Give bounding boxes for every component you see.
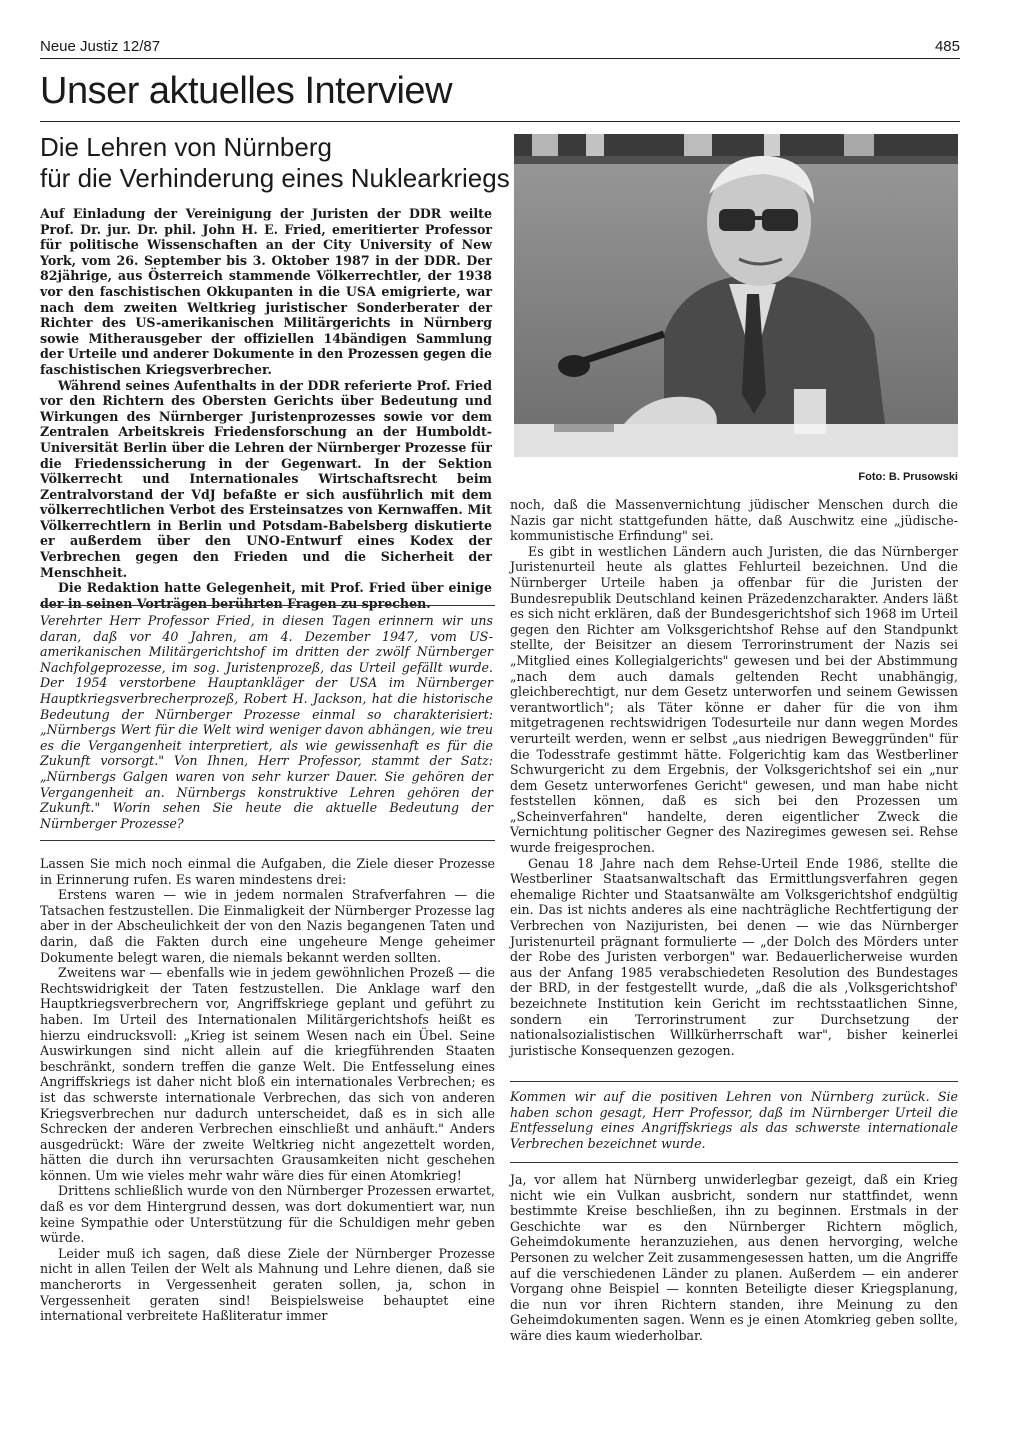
page-number: 485 bbox=[934, 38, 960, 55]
answer-paragraph: Es gibt in westlichen Ländern auch Juristen, die das Nürnberger Juristenurteil heute als glattes Fehlurteil bezeichnen. Und die Nürnberger Urteile haben ja offenbar für die Juristen der Bundesrepublik Deutschland keinen Präzedenzcharakter. Anders läßt es sich nicht erklären, daß der Bundesgerichtshof sich 1968 im Urteil gegen den Richter am Volksgerichtshof Rehse auf den Standpunkt stellte, der Beisitzer an diesem Terrorinstrument der Nazis sei „Mitglied eines Kollegialgerichts" gewesen und bei der Abstimmung „nach dem auch damals geltenden Recht unabhängig, gleichberechtigt, nur dem Gesetz unterworfen und seinem Gewissen verantwortlich"; als Täter könne er daher für die von ihm mitgetragenen rechtswidrigen Todesurteile nur dann wegen Mordes verurteilt werden, wenn er selbst „aus niedrigen Beweggründen" für die Todesstrafe gestimmt hätte. Folgerichtig kam das Westberliner Schwurgericht zu dem Ergebnis, der Volksgerichtshof sei ein „nur dem Gesetz unterworfenes Gericht" gewesen, und man habe nicht feststellen können, daß es sich bei den Prozessen um „Scheinverfahren" handelte, deren eigentlicher Zweck die Vernichtung politischer Gegner des Naziregimes gewesen sei. Rehse wurde freigesprochen. bbox=[510, 543, 958, 856]
headline-line-1: Die Lehren von Nürnberg bbox=[40, 132, 332, 162]
section-rule bbox=[40, 121, 960, 122]
header-rule bbox=[40, 58, 960, 59]
question-rule-bottom bbox=[510, 1162, 958, 1163]
answer-paragraph: noch, daß die Massenvernichtung jüdischer Menschen durch die Nazis gar nicht stattgefunden hätte, daß Auschwitz eine „jüdische-kommunistische Erfindung" sei. bbox=[510, 497, 958, 544]
portrait-photo-image bbox=[514, 134, 958, 457]
interview-question-1 bbox=[40, 613, 493, 831]
article-headline bbox=[40, 132, 510, 194]
answer-paragraph: Ja, vor allem hat Nürnberg unwiderlegbar gezeigt, daß ein Krieg nicht wie ein Vulkan ausbricht, sondern nur stattfindet, wenn bestimmte Kreise beschließen, ihn zu beginnen. Erstmals in der Geschichte war es den Nürnberger Richtern möglich, Geheimdokumente heranzuziehen, aus denen hervorging, welche Personen zu welcher Zeit zusammengesessen hatten, um die Angriffe auf die verschiedenen Länder zu planen. Außerdem — ein anderer Vorgang ohne Beispiel — konnten Beteiligte dieser Kriegsplanung, die nun vor ihren Richtern standen, ihre Meinung zu den Geheimdokumenten sagen. Wenn es je einen Atomkrieg geben sollte, wäre dies kaum wiederholbar. bbox=[510, 1172, 958, 1343]
intro-paragraph: Die Redaktion hatte Gelegenheit, mit Prof. Fried über einige der in seinen Vorträgen berührten Fragen zu sprechen. bbox=[40, 580, 492, 611]
headline-line-2: für die Verhinderung eines Nuklearkriegs bbox=[40, 163, 510, 193]
question-rule-top bbox=[510, 1081, 958, 1082]
portrait-photo bbox=[514, 134, 958, 457]
article-intro bbox=[40, 206, 492, 611]
answer-paragraph: Drittens schließlich wurde von den Nürnberger Prozessen erwartet, daß es vor dem Hintergrund dessen, was dort dokumentiert war, nun keine Sympathie oder Unterstützung für die Schuldigen mehr geben würde. bbox=[40, 1183, 495, 1246]
answer-paragraph: Leider muß ich sagen, daß diese Ziele der Nürnberger Prozesse nicht in allen Teilen der Welt als Mahnung und Lehre dienen, daß sie mancherorts in Vergessenheit geraten sollen, ja, schon in Vergessenheit geraten sind! Beispielsweise behauptet eine international verbreitete Haßliteratur immer bbox=[40, 1245, 495, 1324]
question-rule-top bbox=[40, 605, 495, 606]
question-text: Kommen wir auf die positiven Lehren von Nürnberg zurück. Sie haben schon gesagt, Herr Professor, daß im Nürnberger Urteil die Entfesselung eines Angriffskriegs als das schwerste internationale Verbrechen bezeichnet wurde. bbox=[510, 1089, 958, 1151]
section-title: Unser aktuelles Interview bbox=[40, 70, 453, 112]
answer-paragraph: Erstens waren — wie in jedem normalen Strafverfahren — die Tatsachen festzustellen. Die Einmaligkeit der Nürnberger Prozesse lag aber in der Abscheulichkeit der von den Nazis begangenen Taten und darin, daß die Fakten durch eine ungeheure Menge geheimer Dokumente belegt waren, die niemals bekannt werden sollten. bbox=[40, 887, 495, 965]
intro-paragraph: Auf Einladung der Vereinigung der Juristen der DDR weilte Prof. Dr. jur. Dr. phil. John H. E. Fried, emeritierter Professor für politische Wissenschaften an der City University of New York, vom 26. September bis 3. Oktober 1987 in der DDR. Der 82jährige, aus Österreich stammende Völkerrechtler, der 1938 vor den faschistischen Okkupanten in die USA emigrierte, war nach dem zweiten Weltkrieg juristischer Sonderberater der Richter des US-amerikanischen Militärgerichts in Nürnberg sowie Mitherausgeber der offiziellen 14bändigen Sammlung der Urteile und anderer Dokumente in den Prozessen gegen die faschistischen Kriegsverbrecher. bbox=[40, 206, 492, 377]
journal-issue: Neue Justiz 12/87 bbox=[40, 38, 161, 55]
answer-paragraph: Lassen Sie mich noch einmal die Aufgaben, die Ziele dieser Prozesse in Erinnerung rufen. Es waren mindestens drei: bbox=[40, 856, 495, 887]
answer-1-right-column bbox=[510, 497, 958, 1058]
intro-paragraph: Während seines Aufenthalts in der DDR referierte Prof. Fried vor den Richtern des Obersten Gerichts über Bedeutung und Wirkungen des Nürnberger Juristenprozesses sowie vor dem Zentralen Arbeitskreis Friedensforschung an der Humboldt-Universität Berlin über die Lehren der Nürnberger Prozesse für die Friedenssicherung in der Gegenwart. In der Sektion Völkerrecht und Internationales Wirtschaftsrecht beim Zentralvorstand der VdJ befaßte er sich ausführlich mit dem völkerrechtlichen Verbot des Ersteinsatzes von Kernwaffen. Mit Völkerrechtlern in Berlin und Potsdam-Babelsberg diskutierte er außerdem über den UNO-Entwurf eines Kodex der Verbrechen gegen den Frieden und die Sicherheit der Menschheit. bbox=[40, 377, 492, 580]
interview-question-2 bbox=[510, 1089, 958, 1151]
answer-2 bbox=[510, 1172, 958, 1344]
answer-1-left-column bbox=[40, 856, 495, 1324]
answer-paragraph: Genau 18 Jahre nach dem Rehse-Urteil Ende 1986, stellte die Westberliner Staatsanwaltschaft das Ermittlungsverfahren gegen ehemalige Richter und Staatsanwälte am Volksgerichtshof endgültig ein. Das ist nichts anderes als eine nachträgliche Rechtfertigung der Verbrechen von Nazijuristen, bei denen — wie das Nürnberger Juristenurteil prägnant formulierte — „der Dolch des Mörders unter der Robe des Juristen verborgen" war. Bedauerlicherweise wurden aus der Anfang 1985 verabschiedeten Resolution des Bundestages der BRD, in der festgestellt wurde, „daß die als ‚Volksgerichtshof' bezeichnete Institution kein Gericht im rechtsstaatlichen Sinne, sondern ein Terrorinstrument zur Durchsetzung der nationalsozialistischen Willkürherrschaft war", bisher keinerlei juristische Konsequenzen gezogen. bbox=[510, 855, 958, 1058]
photo-caption: Foto: B. Prusowski bbox=[858, 471, 958, 483]
question-rule-bottom bbox=[40, 840, 495, 841]
question-text: Verehrter Herr Professor Fried, in diesen Tagen erinnern wir uns daran, daß vor 40 Jahren, am 4. Dezember 1947, vom US-amerikanischen Militärgerichtshof im dritten der zwölf Nürnberger Nachfolgeprozesse, im sog. Juristenprozeß, das Urteil gefällt wurde. Der 1954 verstorbene Hauptankläger der USA im Nürnberger Hauptkriegsverbrecherprozeß, Robert H. Jackson, hat die historische Bedeutung der Nürnberger Prozesse einmal so charakterisiert: „Nürnbergs Wert für die Welt wird weniger davon abhängen, wie treu es die Vergangenheit interpretiert, als wie gewissenhaft es für die Zukunft vorsorgt." Von Ihnen, Herr Professor, stammt der Satz: „Nürnbergs Galgen waren von sehr kurzer Dauer. Sie gehören der Vergangenheit an. Nürnbergs konstruktive Lehren gehören der Zukunft." Worin sehen Sie heute die aktuelle Bedeutung der Nürnberger Prozesse? bbox=[40, 613, 493, 831]
answer-paragraph: Zweitens war — ebenfalls wie in jedem gewöhnlichen Prozeß — die Rechtswidrigkeit der Taten festzustellen. Die Anklage warf den Hauptkriegsverbrechern vor, Angriffskriege geplant und geführt zu haben. Im Urteil des Internationalen Militärgerichtshofs heißt es hierzu eindrucksvoll: „Krieg ist seinem Wesen nach ein Übel. Seine Auswirkungen sind nicht allein auf die kriegführenden Staaten beschränkt, sondern treffen die ganze Welt. Die Entfesselung eines Angriffskriegs ist daher nicht bloß ein internationales Verbrechen; es ist das schwerste internationale Verbrechen, das sich von anderen Kriegsverbrechen nur dadurch unterscheidet, daß es in sich alle Schrecken der anderen Verbrechen einschließt und anhäuft." Anders ausgedrückt: Wäre der zweite Weltkrieg nicht angezettelt worden, hätten die durch ihn verursachten Grausamkeiten nicht geschehen können. Um wie vieles mehr wahr wäre dies für einen Atomkrieg! bbox=[40, 965, 495, 1183]
